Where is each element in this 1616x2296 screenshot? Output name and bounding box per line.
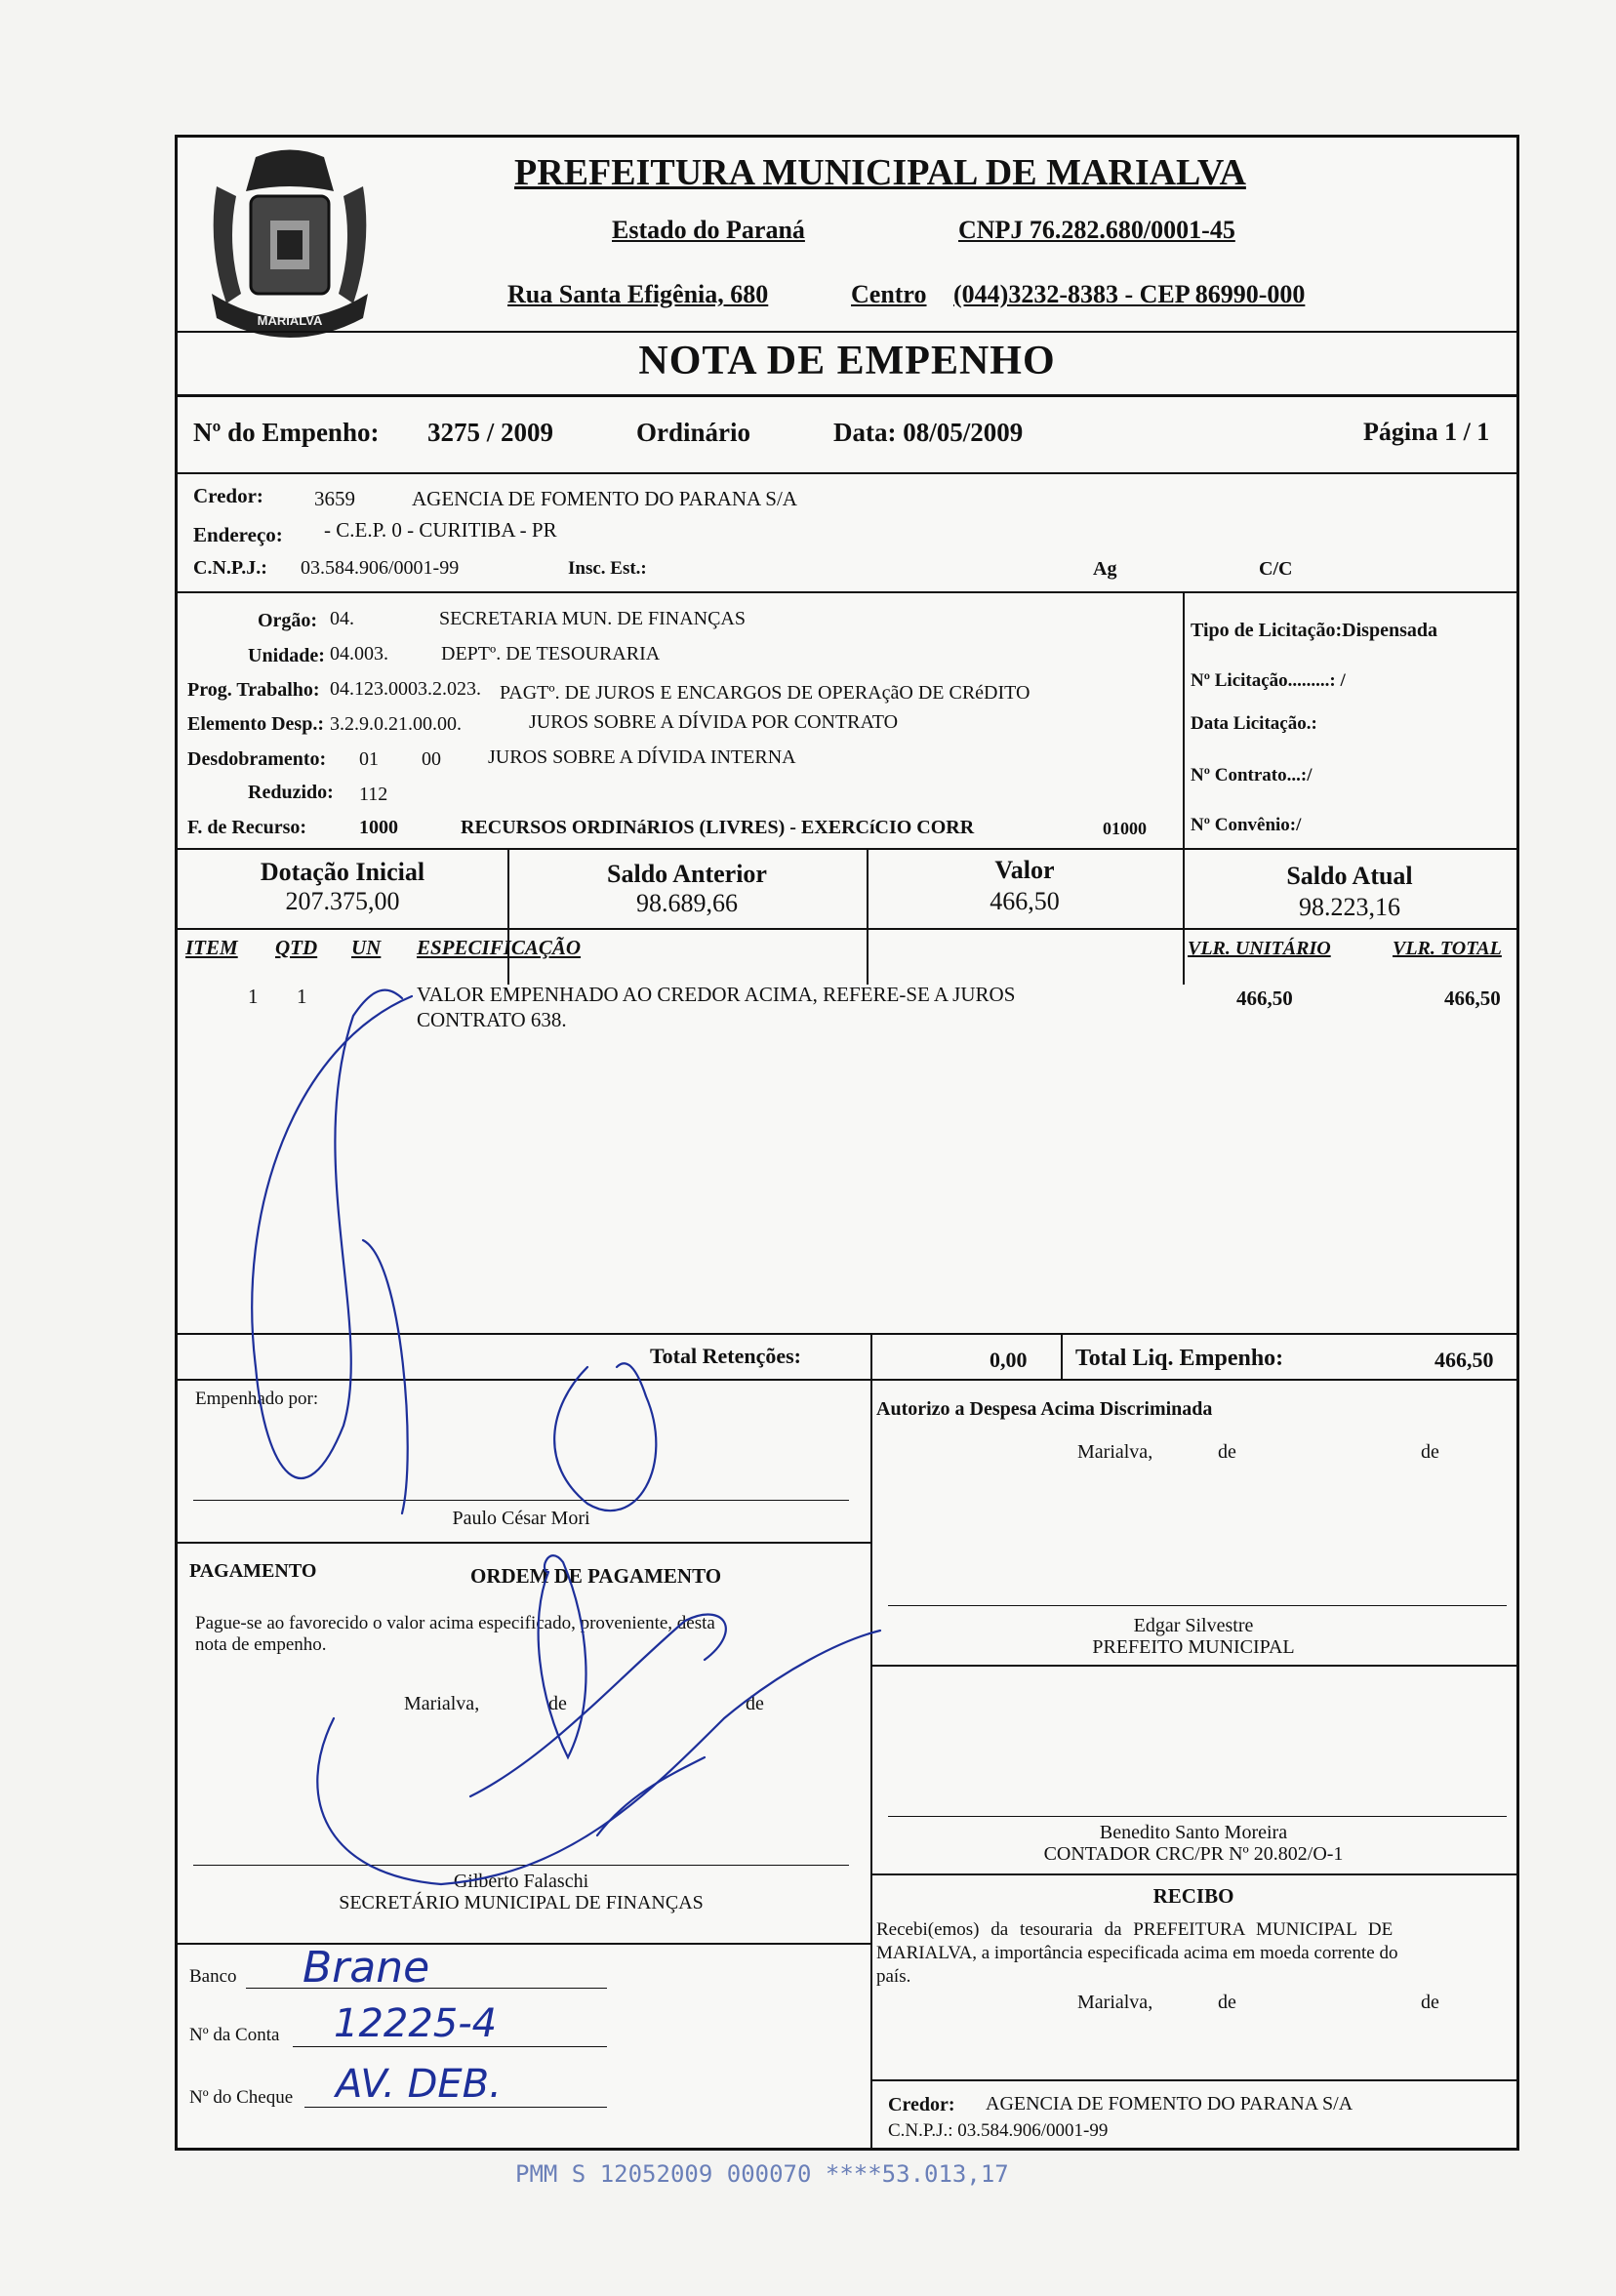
empenho-type: Ordinário [636,418,751,447]
total-retencoes-label: Total Retenções: [650,1344,801,1368]
prog-trabalho-name: PAGTº. DE JUROS E ENCARGOS DE OPERAçãO DE CRéDITO [500,682,1030,704]
ordem-pagamento-label: ORDEM DE PAGAMENTO [470,1564,722,1588]
recurso-name: RECURSOS ORDINáRIOS (LIVRES) - EXERCíCIO CORR [461,817,975,838]
recibo-de-1: de [1218,1992,1236,2013]
authentication-stamp: PMM S 12052009 000070 ****53.013,17 [515,2160,1009,2188]
pagamento-de-1: de [548,1693,567,1714]
numero-contrato: Nº Contrato...:/ [1191,765,1313,785]
orgao-name: SECRETARIA MUN. DE FINANÇAS [439,608,746,629]
empenho-number: 3275 / 2009 [427,418,554,447]
numero-convenio: Nº Convênio:/ [1191,815,1302,835]
pagamento-label: PAGAMENTO [189,1560,317,1582]
svg-text:MARIALVA: MARIALVA [257,313,323,328]
empenhado-por-name: Paulo César Mori [452,1508,590,1529]
autorizo-de-2: de [1421,1441,1439,1463]
conta-corrente-label: C/C [1259,558,1293,580]
autorizo-de-1: de [1218,1441,1236,1463]
page-indicator: Página 1 / 1 [1363,418,1490,446]
prog-trabalho-label: Prog. Trabalho: [187,679,320,701]
col-item: ITEM [185,936,238,959]
total-retencoes-value: 0,00 [990,1348,1028,1372]
header-street: Rua Santa Efigênia, 680 [507,280,769,308]
header-state: Estado do Paraná [612,216,805,244]
row-unit-value: 466,50 [1236,987,1293,1010]
col-un: UN [351,936,382,959]
empenhado-por-label: Empenhado por: [195,1389,319,1409]
recurso-label: F. de Recurso: [187,817,307,838]
tipo-licitacao: Tipo de Licitação:Dispensada [1191,620,1437,641]
insc-est-label: Insc. Est.: [568,558,647,579]
valor-label: Valor [994,856,1055,884]
signature-scribble-icon [178,138,1522,2154]
endereco-value: - C.E.P. 0 - CURITIBA - PR [324,518,557,542]
endereco-label: Endereço: [193,523,283,546]
desdobramento-label: Desdobramento: [187,748,327,770]
elemento-code: 3.2.9.0.21.00.00. [330,713,462,735]
recibo-de-2: de [1421,1992,1439,2013]
prefeito-name: Edgar Silvestre [1133,1615,1254,1636]
reduzido-value: 112 [359,784,388,805]
cheque-handwritten-value: AV. DEB. [336,2062,502,2107]
saldo-atual-label: Saldo Atual [1286,862,1413,890]
total-liquido-value: 466,50 [1434,1348,1494,1372]
credor-footer-label: Credor: [888,2094,955,2115]
recibo-text-3: país. [876,1966,911,1987]
col-vlr-total: VLR. TOTAL [1393,938,1502,959]
credor-footer-cnpj: C.N.P.J.: 03.584.906/0001-99 [888,2120,1109,2141]
valor-value: 466,50 [990,887,1060,915]
desdobramento-code2: 00 [422,748,441,770]
desdobramento-code1: 01 [359,748,379,770]
col-especificacao: ESPECIFICAÇÃO [417,936,582,959]
empenho-number-label: Nº do Empenho: [193,418,380,447]
saldo-anterior-label: Saldo Anterior [607,860,767,888]
empenho-date: Data: 08/05/2009 [833,418,1024,447]
data-licitacao: Data Licitação.: [1191,713,1317,734]
pagamento-de-2: de [746,1693,764,1714]
reduzido-label: Reduzido: [248,782,334,803]
row-description-2: CONTRATO 638. [417,1008,567,1031]
empenho-form [175,135,1519,2151]
cheque-label: Nº do Cheque [189,2087,294,2108]
recurso-code: 1000 [359,817,398,838]
header-cnpj: CNPJ 76.282.680/0001-45 [958,216,1235,244]
credor-name: AGENCIA DE FOMENTO DO PARANA S/A [412,487,797,510]
pagamento-city: Marialva, [404,1693,480,1714]
recibo-text-2: MARIALVA, a importância especificada acima em moeda corrente do [876,1943,1398,1963]
conta-label: Nº da Conta [189,2025,280,2045]
conta-handwritten-value: 12225-4 [334,2001,498,2046]
header-phone-cep: (044)3232-8383 - CEP 86990-000 [953,280,1306,308]
row-total-value: 466,50 [1444,987,1501,1010]
pagamento-text-2: nota de empenho. [195,1634,327,1655]
cnpj-value: 03.584.906/0001-99 [301,557,460,579]
col-vlr-unitario: VLR. UNITÁRIO [1188,938,1331,959]
cnpj-label: C.N.P.J.: [193,557,267,579]
dotacao-inicial-value: 207.375,00 [285,887,400,915]
prefeito-role: PREFEITO MUNICIPAL [1092,1636,1295,1658]
elemento-name: JUROS SOBRE A DÍVIDA POR CONTRATO [529,711,899,733]
recibo-city: Marialva, [1077,1992,1153,2013]
pagamento-text-1: Pague-se ao favorecido o valor acima especificado, proveniente, desta [195,1613,715,1633]
unidade-label: Unidade: [248,645,325,666]
row-description-1: VALOR EMPENHADO AO CREDOR ACIMA, REFERE-SE A JUROS [417,983,1016,1006]
autorizo-label: Autorizo a Despesa Acima Discriminada [876,1398,1213,1420]
banco-handwritten-value: Brane [303,1943,430,1993]
desdobramento-name: JUROS SOBRE A DÍVIDA INTERNA [488,746,796,768]
credor-label: Credor: [193,484,263,507]
elemento-label: Elemento Desp.: [187,713,324,735]
contador-role: CONTADOR CRC/PR Nº 20.802/O-1 [1043,1843,1344,1865]
orgao-code: 04. [330,608,354,629]
col-qtd: QTD [275,936,318,959]
saldo-anterior-value: 98.689,66 [636,889,738,917]
autorizo-city: Marialva, [1077,1441,1153,1463]
prog-trabalho-code: 04.123.0003.2.023. [330,678,481,700]
numero-licitacao: Nº Licitação.........: / [1191,670,1346,691]
row-qtd: 1 [297,985,307,1008]
header-title: PREFEITURA MUNICIPAL DE MARIALVA [514,152,1246,193]
agencia-label: Ag [1093,558,1117,580]
recurso-code2: 01000 [1103,819,1147,838]
banco-label: Banco [189,1966,237,1987]
doc-title: NOTA DE EMPENHO [638,339,1056,383]
credor-code: 3659 [314,487,355,510]
row-item: 1 [248,985,259,1008]
recibo-text-1: Recebi(emos) da tesouraria da PREFEITURA MUNICIPAL DE [876,1919,1394,1940]
secretario-name: Gilberto Falaschi [453,1871,589,1892]
unidade-code: 04.003. [330,643,388,665]
total-liquido-label: Total Liq. Empenho: [1075,1346,1284,1371]
credor-footer-name: AGENCIA DE FOMENTO DO PARANA S/A [986,2093,1353,2115]
secretario-role: SECRETÁRIO MUNICIPAL DE FINANÇAS [339,1892,704,1913]
header-district: Centro [851,280,927,308]
dotacao-inicial-label: Dotação Inicial [260,858,425,886]
recibo-label: RECIBO [1152,1884,1234,1908]
saldo-atual-value: 98.223,16 [1299,893,1400,921]
unidade-name: DEPTº. DE TESOURARIA [441,643,661,665]
contador-name: Benedito Santo Moreira [1099,1822,1288,1843]
orgao-label: Orgão: [258,610,318,631]
